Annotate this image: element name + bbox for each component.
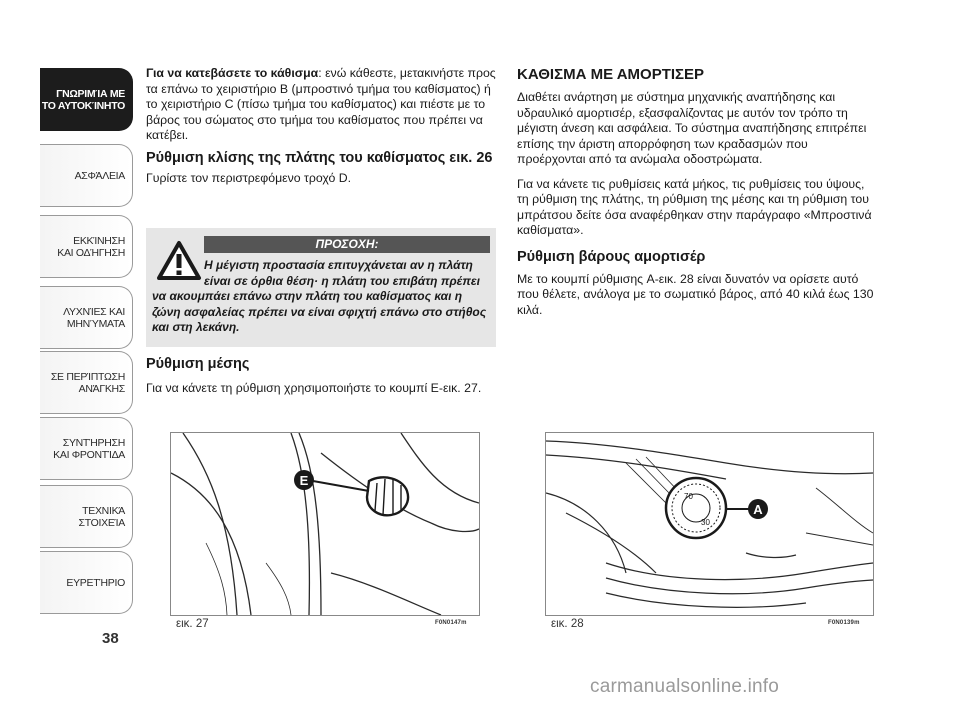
figure-28-caption: εικ. 28 <box>551 618 584 630</box>
warning-text <box>152 258 490 336</box>
tab-lights-messages[interactable]: ΛΥΧΝΊΕΣ ΚΑΙ ΜΗΝΎΜΑΤΑ <box>40 286 133 349</box>
tab-safety[interactable]: ΑΣΦΆΛΕΙΑ <box>40 144 133 207</box>
adjustments-paragraph: Για να κάνετε τις ρυθμίσεις κατά μήκος, τις ρυθμίσεις του ύψους, τη ρύθμιση της πλάτης, τη ρύθμιση της μέσης και τη ρύθμιση του μπράτσου δείτε όσα αναφέρθηκαν στην παράγραφο «Μπροστινά καθίσματα». <box>517 176 872 237</box>
suspension-paragraph: Διαθέτει ανάρτηση με σύστημα μηχανικής αναπήδησης και υδραυλικό αμορτισέρ, εξασφαλίζοντας με αυτόν τον τρόπο τη μέγιστη άνεση και ασφάλεια. Το σύστημα αναπήδησης επιτρέπει επίσης την άριστη απορρόφηση των κραδασμών που προέρχονται από τα ανώμαλα οδοστρώματα. <box>517 90 867 166</box>
page-number: 38 <box>102 630 119 647</box>
lumbar-knob <box>367 477 408 515</box>
tab-getting-to-know[interactable]: ΓΝΩΡΙΜΊΑ ΜΕ ΤΟ ΑΥΤΟΚΊΝΗΤΟ <box>40 68 133 131</box>
tab-emergency[interactable]: ΣΕ ΠΕΡΊΠΤΩΣΗ ΑΝΆΓΚΗΣ <box>40 351 133 414</box>
backrest-paragraph: Γυρίστε τον περιστρεφόμενο τροχό D. <box>146 170 352 185</box>
tab-technical-data[interactable]: ΤΕΧΝΙΚΆ ΣΤΟΙΧΕΊΑ <box>40 485 133 548</box>
seat-damper-illustration <box>546 433 873 615</box>
lowering-seat-text: : ενώ κάθεστε, μετακινήστε προς τα επάνω το χειριστήριο B (μπροστινό τμήμα του καθίσματος) ή το χειριστήριο C (πίσω τμήμα του καθίσματος) και πιέστε με το βάρος του σώματος στο τμήμα του καθίσματος που πρέπει να κατέβει. <box>146 66 496 142</box>
damper-dial <box>666 478 726 538</box>
figure-27 <box>170 432 480 616</box>
shock-weight-paragraph: Με το κουμπί ρύθμισης A-εικ. 28 είναι δυνατόν να ορίσετε αυτό που θέλετε, ανάλογα με το σωματικό βάρος, από 40 κιλά έως 130 κιλά. <box>517 271 874 317</box>
warning-box <box>146 228 496 347</box>
tab-index[interactable]: ΕΥΡΕΤΉΡΙΟ <box>40 551 133 614</box>
callout-a-label: A <box>753 502 763 517</box>
dial-number-30: 30 <box>701 518 710 527</box>
backrest-heading: Ρύθμιση κλίσης της πλάτης του καθίσματος εικ. 26 <box>146 149 493 166</box>
lowering-seat-lead: Για να κατεβάσετε το κάθισμα <box>146 66 319 80</box>
dial-number-70: 70 <box>684 492 693 501</box>
lumbar-section <box>146 356 496 397</box>
lumbar-heading: Ρύθμιση μέσης <box>146 356 250 372</box>
watermark: carmanualsonline.info <box>590 676 780 697</box>
right-column <box>517 66 877 318</box>
lumbar-paragraph: Για να κάνετε τη ρύθμιση χρησιμοποιήστε το κουμπί E-εικ. 27. <box>146 381 482 395</box>
lowering-seat-paragraph <box>146 66 496 144</box>
warning-title: ΠΡΟΣΟΧΗ: <box>204 236 490 253</box>
tab-starting-driving[interactable]: ΕΚΚΊΝΗΣΗ ΚΑΙ ΟΔΉΓΗΣΗ <box>40 215 133 278</box>
seat-lumbar-illustration <box>171 433 479 615</box>
figure-28 <box>545 432 874 616</box>
figure-27-code: F0N0147m <box>435 620 467 626</box>
left-column <box>146 66 496 186</box>
callout-e-label: E <box>299 473 309 488</box>
warning-line-1: Η μέγιστη προστασία επιτυγχάνεται αν η πλάτη <box>204 258 473 272</box>
warning-rest: να ακουμπάει επάνω στην πλάτη του καθίσματος και η ζώνη ασφαλείας πρέπει να είναι σφιχτή επάνω στο στήθος και στη λεκάνη. <box>152 289 487 334</box>
warning-line-2: είναι σε όρθια θέση· η πλάτη του επιβάτη πρέπει <box>204 273 480 288</box>
figure-28-code: F0N0139m <box>828 620 860 626</box>
tab-maintenance[interactable]: ΣΥΝΤΉΡΗΣΗ ΚΑΙ ΦΡΟΝΤΊΔΑ <box>40 417 133 480</box>
shock-weight-heading: Ρύθμιση βάρους αμορτισέρ <box>517 248 706 265</box>
figure-27-caption: εικ. 27 <box>176 618 209 630</box>
suspension-seat-heading: ΚΑΘΙΣΜΑ ΜΕ ΑΜΟΡΤΙΣΕΡ <box>517 66 705 83</box>
